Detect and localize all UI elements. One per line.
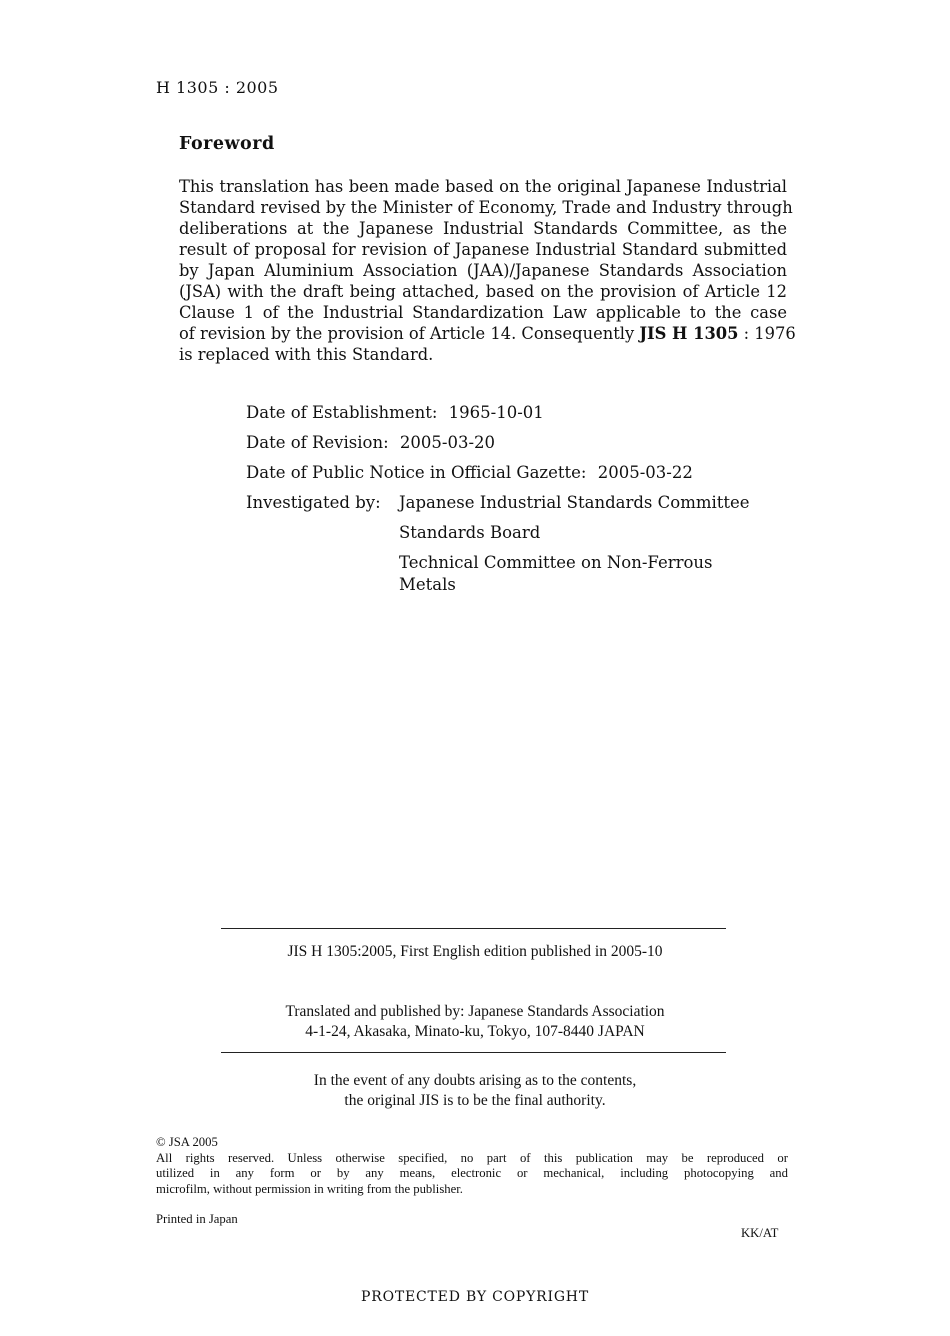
printed-in: Printed in Japan (156, 1212, 238, 1226)
edition-line: JIS H 1305:2005, First English edition published in 2005-10 (287, 943, 663, 960)
copyright-mark: © JSA 2005 (156, 1135, 218, 1149)
foreword-line: This translation has been made based on the original Japanese Industrial (179, 177, 787, 196)
foreword-line: Clause 1 of the Industrial Standardization Law applicable to the case (179, 303, 787, 322)
copyright-block (156, 1135, 788, 1197)
gazette-label: Date of Public Notice in Official Gazette: (246, 463, 587, 482)
foreword-line8-pre: of revision by the provision of Article 14. Consequently (179, 324, 640, 343)
investigated-technical-committee: Technical Committee on Non-Ferrous (399, 553, 713, 572)
address-line: 4-1-24, Akasaka, Minato-ku, Tokyo, 107-8440 JAPAN (305, 1023, 645, 1040)
divider-bottom (221, 1052, 726, 1053)
divider-top (221, 928, 726, 929)
investigated-label: Investigated by: (246, 493, 381, 512)
foreword-body (179, 176, 796, 365)
revision-label: Date of Revision: (246, 433, 389, 452)
foreword-line: result of proposal for revision of Japanese Industrial Standard submitted (179, 240, 787, 259)
investigated-board: Standards Board (399, 523, 541, 542)
protected-notice: PROTECTED BY COPYRIGHT (361, 1289, 589, 1305)
foreword-line: deliberations at the Japanese Industrial Standards Committee, as the (179, 219, 787, 238)
revision-value: 2005-03-20 (399, 433, 496, 452)
gazette-row (246, 463, 693, 482)
foreword-line8-post: : 1976 (738, 324, 796, 343)
foreword-line: Standard revised by the Minister of Economy, Trade and Industry through (179, 198, 793, 217)
establishment-row (246, 403, 544, 422)
authority-line-2: the original JIS is to be the final authority. (344, 1092, 606, 1109)
foreword-line: by Japan Aluminium Association (JAA)/Japanese Standards Association (179, 261, 787, 280)
authority-line-1: In the event of any doubts arising as to the contents, (313, 1072, 637, 1089)
standard-header: H 1305 : 2005 (156, 78, 279, 97)
investigated-committee: Japanese Industrial Standards Committee (399, 493, 750, 512)
document-code: KK/AT (741, 1226, 779, 1240)
foreword-line (179, 323, 796, 344)
establishment-label: Date of Establishment: (246, 403, 438, 422)
replaced-standard-id: JIS H 1305 (639, 324, 739, 343)
publisher-line: Translated and published by: Japanese Standards Association (285, 1003, 665, 1020)
revision-row (246, 433, 495, 452)
copyright-line: All rights reserved. Unless otherwise specified, no part of this publication may be reproduced or (156, 1150, 788, 1165)
foreword-line: (JSA) with the draft being attached, based on the provision of Article 12 (179, 282, 787, 301)
copyright-line: microfilm, without permission in writing from the publisher. (156, 1181, 463, 1196)
foreword-title: Foreword (179, 134, 275, 154)
gazette-value: 2005-03-22 (597, 463, 693, 482)
establishment-value: 1965-10-01 (448, 403, 544, 422)
investigated-technical-committee-cont: Metals (399, 575, 456, 594)
copyright-line: utilized in any form or by any means, electronic or mechanical, including photocopying and (156, 1166, 788, 1180)
foreword-line: is replaced with this Standard. (179, 345, 434, 364)
